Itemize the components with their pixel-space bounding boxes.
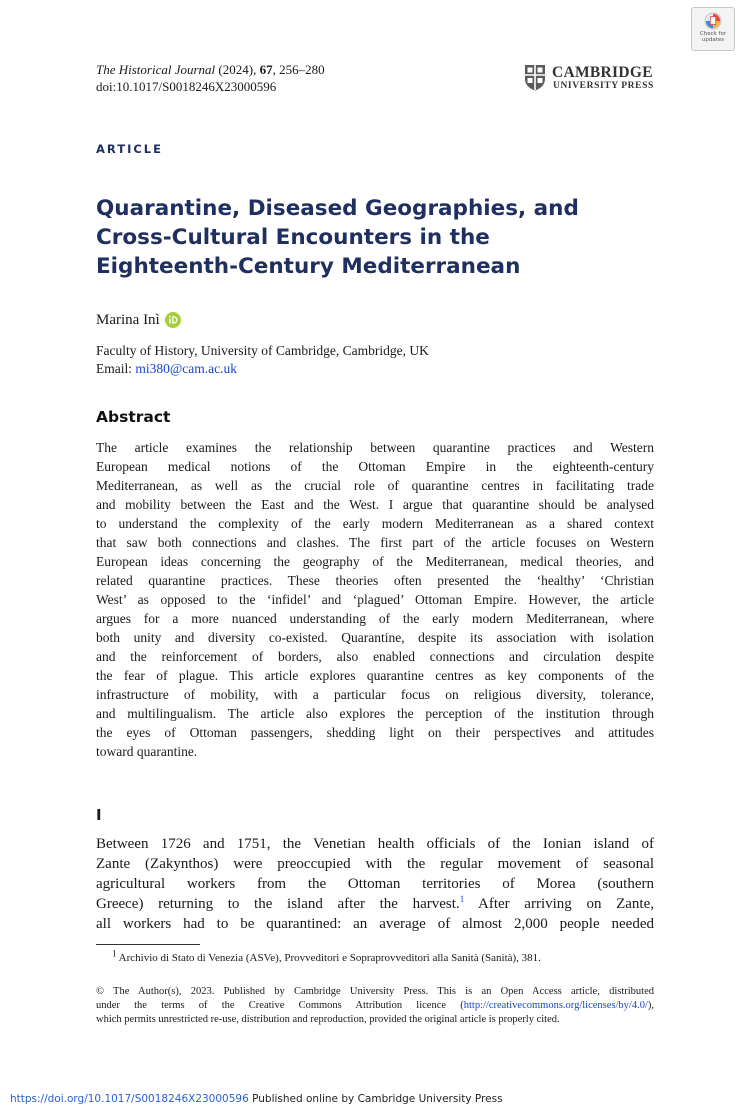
section-body: [96, 834, 654, 934]
author-name: Marina Inì: [96, 312, 160, 328]
body-line: agricultural workers from the Ottoman territories of Morea (southern: [96, 876, 654, 892]
body-line: [96, 894, 654, 914]
title-line: Eighteenth-Century Mediterranean: [96, 254, 521, 279]
footer-doi-link[interactable]: https://doi.org/10.1017/S0018246X23000596: [10, 1093, 249, 1105]
article-title: [96, 194, 656, 281]
abstract-line: related quarantine practices. These theories often presented the ‘healthy’ ‘Christian: [96, 573, 654, 588]
journal-pages: , 256–280: [272, 62, 325, 77]
body-line: all workers had to be quarantined: an average of almost 2,000 people needed: [96, 916, 654, 932]
abstract-line: argues for a more nuanced understanding of the early modern Mediterranean, where: [96, 611, 654, 626]
abstract-line: The article examines the relationship between quarantine practices and Western: [96, 440, 654, 455]
author: [96, 310, 181, 330]
email-label: Email:: [96, 361, 136, 376]
publisher-press: UNIVERSITY PRESS: [553, 81, 654, 91]
journal-year: (2024),: [215, 62, 260, 77]
footer-published: Published online by Cambridge University Press: [248, 1093, 503, 1105]
license-text: ),: [647, 1000, 654, 1011]
check-for-updates-icon: [704, 12, 722, 30]
author-email: [96, 360, 237, 378]
abstract-line: West’ as opposed to the ‘infidel’ and ‘plagued’ Ottoman Empire. However, the article: [96, 592, 654, 607]
abstract-line: that saw both connections and clashes. The first part of the article focuses on Western: [96, 535, 654, 550]
publisher-logo: [524, 64, 655, 94]
license-line: [96, 999, 654, 1013]
abstract-line: and multilingualism. The article also explores the perception of the institution through: [96, 706, 654, 721]
title-line: Cross-Cultural Encounters in the: [96, 225, 490, 250]
abstract-line: and the reinforcement of borders, also enabled connections and circulation despite: [96, 649, 654, 664]
cambridge-shield-icon: [524, 64, 546, 91]
license-notice: [96, 985, 654, 1027]
abstract-heading: Abstract: [96, 408, 171, 426]
abstract-line: both unity and diversity co-existed. Quarantine, despite its association with isolation: [96, 630, 654, 645]
orcid-icon[interactable]: [165, 312, 181, 328]
abstract-line: the fear of plague. This article explores quarantine centres as key components of the: [96, 668, 654, 683]
author-affiliation: Faculty of History, University of Cambridge, Cambridge, UK: [96, 343, 429, 358]
abstract-line: to understand the complexity of the early modern Mediterranean as a shared context: [96, 516, 654, 531]
license-line: © The Author(s), 2023. Published by Cambridge University Press. This is an Open Access article, distributed: [96, 986, 654, 997]
footnote-number: 1: [112, 948, 117, 959]
body-line: Between 1726 and 1751, the Venetian health officials of the Ionian island of: [96, 836, 654, 852]
abstract-body: [96, 438, 654, 761]
check-for-updates-badge[interactable]: [691, 7, 735, 51]
publisher-name: CAMBRIDGE: [552, 64, 653, 81]
journal-name: The Historical Journal: [96, 62, 216, 77]
footnote: [112, 948, 541, 966]
license-link[interactable]: http://creativecommons.org/licenses/by/4.0/: [463, 1000, 648, 1011]
section-heading: I: [96, 806, 102, 824]
badge-line-1: Check for: [699, 31, 727, 37]
abstract-line: and mobility between the East and the West. I argue that quarantine should be analysed: [96, 497, 654, 512]
license-line: which permits unrestricted re-use, distribution and reproduction, provided the original article is properly cited.: [96, 1014, 560, 1025]
title-line: Quarantine, Diseased Geographies, and: [96, 196, 579, 221]
body-line-part: Greece) returning to the island after the harvest.: [96, 896, 460, 912]
journal-volume: 67: [259, 62, 273, 77]
badge-line-2: updates: [701, 37, 725, 43]
article-type-label: ARTICLE: [96, 142, 163, 156]
page-footer: [10, 1093, 503, 1106]
body-line-part: After arriving on Zante,: [464, 896, 654, 912]
email-link[interactable]: mi380@cam.ac.uk: [135, 361, 238, 376]
abstract-line: Mediterranean, as well as the crucial role of quarantine centres in facilitating trade: [96, 478, 654, 493]
abstract-line: the eyes of Ottoman passengers, shedding light on their perspectives and attitudes: [96, 725, 654, 740]
abstract-line: toward quarantine.: [96, 744, 198, 759]
body-line: Zante (Zakynthos) were preoccupied with the regular movement of seasonal: [96, 856, 654, 872]
journal-citation: [96, 61, 325, 78]
article-doi: doi:10.1017/S0018246X23000596: [96, 79, 277, 94]
footnote-text: Archivio di Stato di Venezia (ASVe), Provveditori e Sopraprovveditori alla Sanità (Sanità), 381.: [116, 952, 541, 964]
footnote-reference[interactable]: 1: [459, 894, 465, 904]
abstract-line: European medical notions of the Ottoman Empire in the eighteenth-century: [96, 459, 654, 474]
license-text: under the terms of the Creative Commons Attribution licence (: [96, 1000, 464, 1011]
footnote-divider: [96, 944, 200, 945]
abstract-line: infrastructure of mobility, with a particular focus on religious diversity, tolerance,: [96, 687, 654, 702]
check-for-updates-label: [692, 31, 734, 43]
abstract-line: European ideas concerning the geography of the Mediterranean, medical theories, and: [96, 554, 654, 569]
